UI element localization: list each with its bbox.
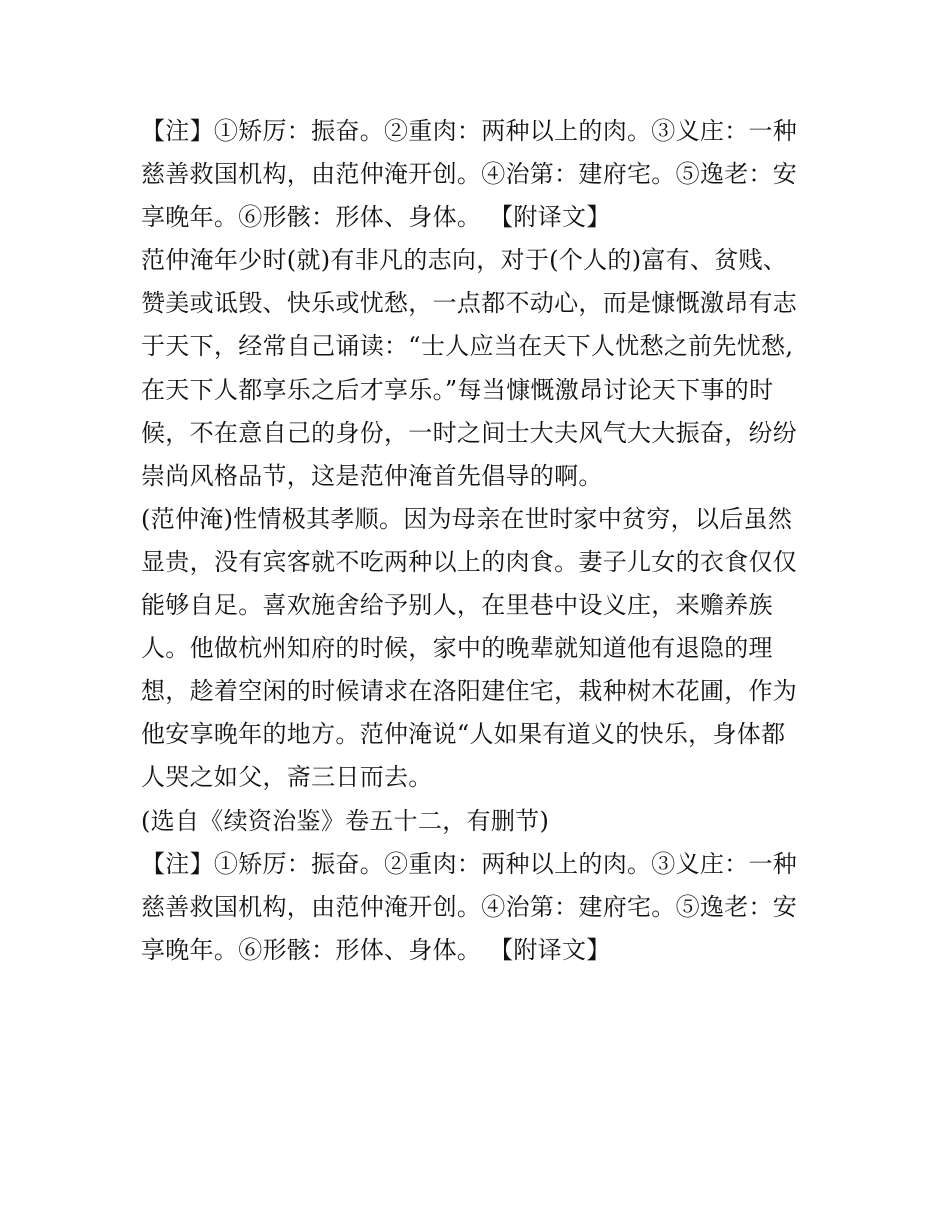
text-line-11: 显贵，没有宾客就不吃两种以上的肉食。妻子儿女的衣食仅仅 (141, 547, 798, 576)
text-line-2: 慈善救国机构，由范仲淹开创。④治第：建府宅。⑤逸老：安 (141, 160, 798, 189)
text-line-15: 他安享晚年的地方。范仲淹说“人如果有道义的快乐，身体都 (141, 720, 786, 749)
text-line-5: 赞美或诋毁、快乐或忧愁，一点都不动心，而是慷慨激昂有志 (141, 289, 798, 318)
text-line-7: 在天下人都享乐之后才享乐。”每当慷慨激昂讨论天下事的时 (141, 375, 774, 404)
text-line-12: 能够自足。喜欢施舍给予别人，在里巷中设义庄，来赡养族 (141, 591, 773, 620)
text-line-14: 想，趁着空闲的时候请求在洛阳建住宅，栽种树木花圃，作为 (141, 677, 798, 706)
text-line-10: (范仲淹)性情极其孝顺。因为母亲在世时家中贫穷，以后虽然 (141, 504, 793, 533)
text-line-1: 【注】①矫厉：振奋。②重肉：两种以上的肉。③义庄：一种 (141, 117, 798, 145)
text-line-8: 候，不在意自己的身份，一时之间士大夫风气大大振奋，纷纷 (141, 418, 798, 447)
text-line-18: 【注】①矫厉：振奋。②重肉：两种以上的肉。③义庄：一种 (141, 849, 798, 878)
text-line-13: 人。他做杭州知府的时候，家中的晚辈就知道他有退隐的理 (141, 634, 773, 663)
text-line-3: 享晚年。⑥形骸：形体、身体。 【附译文】 (141, 203, 611, 232)
text-line-16: 人哭之如父，斋三日而去。 (141, 763, 433, 792)
text-line-9: 崇尚风格品节，这是范仲淹首先倡导的啊。 (141, 461, 603, 490)
text-line-19: 慈善救国机构，由范仲淹开创。④治第：建府宅。⑤逸老：安 (141, 892, 798, 921)
text-line-17: (选自《续资治鉴》卷五十二，有删节) (141, 806, 550, 835)
text-line-4: 范仲淹年少时(就)有非凡的志向，对于(个人的)富有、贫贱、 (141, 246, 788, 275)
text-line-6: 于天下，经常自己诵读：“士人应当在天下人忧愁之前先忧愁, (141, 332, 794, 361)
document-body (141, 110, 821, 972)
text-line-20: 享晚年。⑥形骸：形体、身体。 【附译文】 (141, 935, 611, 964)
